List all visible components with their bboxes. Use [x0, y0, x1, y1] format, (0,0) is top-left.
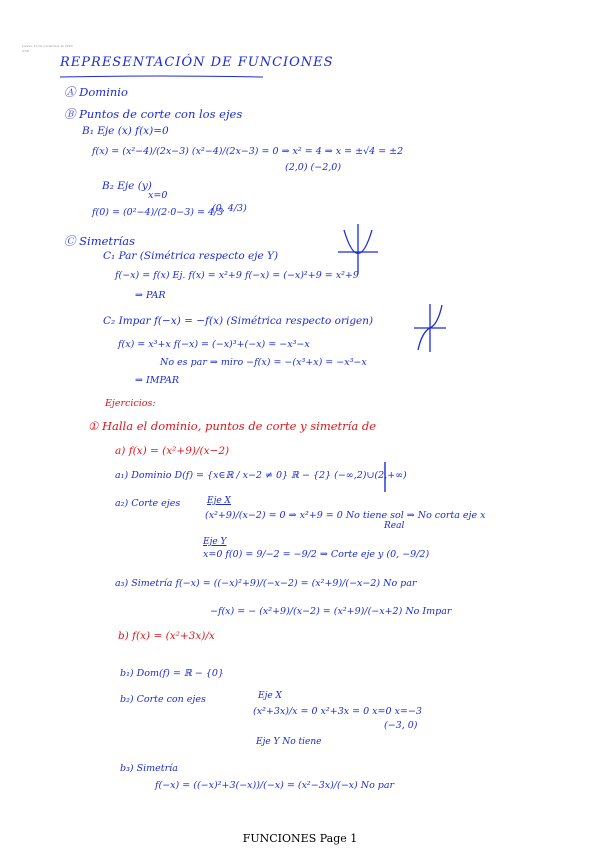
section-b2: B₂ Eje (y): [102, 180, 152, 192]
b2-math: f(0) = (0²−4)/(2·0−3) = 4/3: [92, 207, 224, 218]
a2-line: (x²+9)/(x−2) = 0 ⇒ x²+9 = 0 No tiene sol ⇒ No corta eje x: [205, 510, 486, 521]
b1-points: (2,0) (−2,0): [285, 162, 342, 173]
a2-real: Real: [384, 521, 405, 531]
page-footer: FUNCIONES Page 1: [242, 832, 358, 845]
exercise-b: b) f(x) = (x²+3x)/x: [118, 630, 215, 642]
cubic-graph-icon: [412, 302, 448, 354]
section-puntos-corte: Ⓑ Puntos de corte con los ejes: [64, 107, 243, 121]
b3-line: f(−x) = ((−x)²+3(−x))/(−x) = (x²−3x)/(−x) No par: [155, 780, 395, 791]
impar-heading: C₂ Impar f(−x) = −f(x) (Simétrica respecto origen): [103, 315, 374, 327]
section-b1: B₁ Eje (x) f(x)=0: [82, 125, 169, 137]
ejercicios-heading: Ejercicios:: [105, 398, 156, 409]
section-simetrias: Ⓒ Simetrías: [64, 234, 135, 248]
header-time: 9:58: [22, 49, 29, 53]
parabola-graph-icon: [336, 222, 380, 278]
par-math: f(−x) = f(x) Ej. f(x) = x²+9 f(−x) = (−x)²+9 = x²+9: [115, 270, 359, 281]
exercise-a: a) f(x) = (x²+9)/(x−2): [115, 445, 230, 457]
par-heading: C₁ Par (Simétrica respecto eje Y): [103, 250, 279, 262]
exercise-1: ① Halla el dominio, puntos de corte y simetría de: [88, 419, 377, 433]
a2-eje-x: Eje X: [207, 496, 231, 506]
header-date: Jueves, 13 de noviembre de 2020: [22, 44, 73, 48]
page-header: [22, 44, 73, 54]
b3-simetria: b₃) Simetría: [120, 763, 178, 774]
a2-eje-y: Eje Y: [203, 537, 227, 547]
b2-line: (x²+3x)/x = 0 x²+3x = 0 x=0 x=−3: [253, 706, 422, 717]
a2-label: a₂) Corte ejes: [115, 498, 181, 509]
b2-point: (0, 4/3): [212, 203, 247, 214]
b1-dom: b₁) Dom(f) = ℝ − {0}: [120, 668, 224, 679]
section-dominio: Ⓐ Dominio: [64, 85, 128, 99]
impar-math: f(x) = x³+x f(−x) = (−x)³+(−x) = −x³−x: [118, 339, 310, 350]
par-result: ⇒ PAR: [135, 290, 166, 301]
a3-simetria: a₃) Simetría f(−x) = ((−x)²+9)/(−x−2) = (x²+9)/(−x−2) No par: [115, 578, 417, 589]
b2-eje-x: Eje X: [258, 691, 282, 701]
a3-impar: −f(x) = − (x²+9)/(x−2) = (x²+9)/(−x+2) No Impar: [210, 606, 452, 617]
b2-point: (−3, 0): [384, 720, 418, 731]
a1-dominio: a₁) Dominio D(f) = {x∈ℝ / x−2 ≠ 0} ℝ − {2} (−∞,2)∪(2,+∞): [115, 470, 407, 481]
a2-line-y: x=0 f(0) = 9/−2 = −9/2 ⇒ Corte eje y (0, −9/2): [203, 549, 430, 560]
a1-bracket: [383, 460, 387, 494]
page-title: REPRESENTACIÓN DE FUNCIONES: [60, 55, 334, 70]
title-underline: [58, 74, 268, 80]
b1-math: f(x) = (x²−4)/(2x−3) (x²−4)/(2x−3) = 0 ⇒ x² = 4 ⇒ x = ±√4 = ±2: [92, 146, 404, 157]
b2-corte: b₂) Corte con ejes: [120, 694, 206, 705]
b2-eje-y: Eje Y No tiene: [256, 737, 322, 747]
impar-nopar: No es par ⇒ miro −f(x) = −(x³+x) = −x³−x: [160, 357, 367, 368]
b2-x: x=0: [148, 190, 168, 201]
impar-result: ⇒ IMPAR: [135, 375, 179, 386]
